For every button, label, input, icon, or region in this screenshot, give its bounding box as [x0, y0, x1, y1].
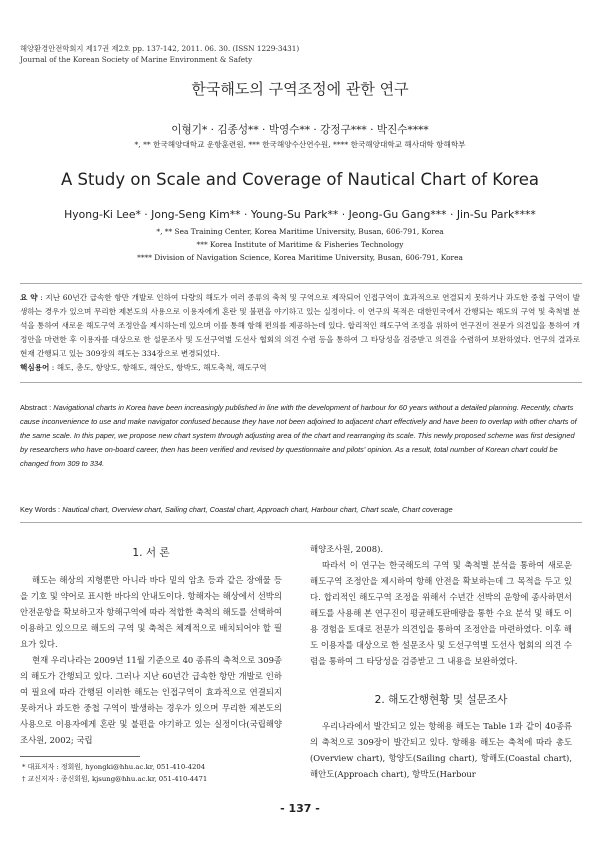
english-abstract-label: Abstract : [20, 403, 52, 412]
english-affiliation-2: *** Korea Institute of Maritime & Fisheries Technology [196, 240, 404, 249]
footnote-rule [20, 756, 140, 757]
korean-title: 한국해도의 구역조정에 관한 연구 [191, 80, 409, 98]
english-abstract-text: Navigational charts in Korea have been increasingly published in line with the development of harbour for 60 years without a detailed planning. Recently, charts cause inconvenience to use and make navigator confused because they have not been adjoined to adjacent chart effectively and have been to overlap with other charts of the same scale. In this paper, we propose new chart system through adjusting area of the chart and rearranging its scale. This newly proposed scheme was first designed by researchers who have on-board career, then has been verified and revised by questionnaire and pilots' opinion. As a result, total number of Korean chart could be changed from 309 to 334. [20, 403, 577, 468]
korean-affiliations: *, ** 한국해양대학교 운항훈련원, *** 한국해양수산연수원, **** 한국해양대학교 해사대학 항해학부 [134, 140, 466, 149]
footnote-2: † 교신저자 : 종신회원, kjsung@hhu.ac.kr, 051-410-4471 [22, 775, 208, 783]
korean-keywords-label: 핵심용어 [20, 363, 50, 372]
korean-keywords-text: : 해도, 총도, 항양도, 항해도, 해안도, 항박도, 해도축척, 해도구역 [51, 363, 267, 372]
journal-header-english: Journal of the Korean Society of Marine Environment & Safety [20, 55, 253, 64]
page-number: - 137 - [280, 802, 320, 815]
divider-middle [20, 382, 582, 383]
english-affiliation-1: *, ** Sea Training Center, Korea Maritime University, Busan, 606-791, Korea [156, 227, 444, 236]
english-keywords-label: Key Words : [20, 505, 61, 514]
korean-abstract-text: : 지난 60년간 급속한 항만 개발로 인하여 다량의 해도가 여러 종류의 축척 및 구역으로 제작되어 인접구역이 효과적으로 연결되지 못하거나 과도한 중첩 구역이 발생하는 경우가 있으며 무리한 제본도의 사용으로 이용자에게 혼란 및 불편을 야기하고 있는 실정이다. 이 연구의 목적은 대한민국에서 간행되는 해도의 구역 및 축척별 분석을 통하여 새로운 해도구역 조정안을 제시하는데 있으며 이를 통해 항해 편의를 제공하는데 있다. 합리적인 해도구역 조정을 위하여 연구진이 전문가 의견입을 통하여 개정안을 마련한 후 이용자를 대상으로 한 설문조사 및 도선구역별 도선사 협회의 의견 수렴 등을 통하여 그 타당성을 검증받고 의견을 수렴하여 보완하였다. 연구의 결과로 현재 간행되고 있는 309장의 해도는 334장으로 변경되었다. [20, 293, 580, 358]
english-keywords [20, 503, 580, 517]
journal-header-korean: 해양환경안전학회지 제17권 제2호 pp. 137-142, 2011. 06. 30. (ISSN 1229-3431) [20, 44, 300, 53]
english-affiliation-3: **** Division of Navigation Science, Korea Maritime University, Busan, 606-791, Korea [137, 253, 463, 262]
right-column-paragraph-1: 해양조사원, 2008). [310, 544, 384, 554]
right-column-paragraph-2: 따라서 이 연구는 한국해도의 구역 및 축척별 분석을 통하여 새로운 해도구역 조정안을 제시하여 항해 안전을 확보하는데 그 목적을 두고 있다. 합리적인 해도구역 조정을 위해서 수년간 선박의 운항에 종사하면서 해도를 사용해 본 연구진이 평균해도판매량을 통한 수요 분석 및 해도 이용 경험을 토대로 전문가 의견입을 통하여 조정안을 마련하였다. 이후 해도 이용자를 대상으로 한 설문조사 및 도선구역별 도선사 협회의 의견 수렴을 통하여 그 타당성을 검증받고 그 내용을 보완하였다. [310, 560, 572, 666]
footnote-1: * 대표저자 : 정회원, hyongki@hhu.ac.kr, 051-410-4204 [22, 763, 206, 771]
english-authors: Hyong-Ki Lee* · Jong-Seng Kim** · Young-Su Park** · Jeong-Gu Gang*** · Jin-Su Park**** [64, 208, 536, 221]
divider-top [20, 283, 582, 284]
divider-bottom [20, 522, 582, 523]
korean-abstract-label: 요 약 [20, 293, 38, 302]
english-title: A Study on Scale and Coverage of Nautical Chart of Korea [60, 170, 540, 189]
korean-authors: 이형기* · 김종성** · 박영수** · 강정구*** · 박진수**** [171, 124, 429, 136]
english-keywords-text: Nautical chart, Overview chart, Sailing chart, Coastal chart, Approach chart, Harbour chart, Chart scale, Chart coverage [62, 505, 453, 514]
korean-keywords [20, 362, 267, 373]
section-1-paragraph-2: 현재 우리나라는 2009년 11월 기준으로 40 종류의 축척으로 309종의 해도가 간행되고 있다. 그러나 지난 60년간 급속한 항만 개발로 인하여 필요에 따라 간행된 이러한 해도는 인접구역이 효과적으로 연결되지 못하거나 과도한 중첩 구역이 발생하는 경우가 있으며 무리한 제본도의 사용으로 이용자에게 혼란 및 불편을 야기하고 있는 실정이다(국립해양조사원, 2002; 국립 [20, 655, 282, 745]
section-2-heading: 2. 해도간행현황 및 설문조사 [374, 694, 508, 706]
english-abstract [20, 401, 580, 471]
section-2-paragraph: 우리나라에서 발간되고 있는 항해용 해도는 Table 1과 같이 40종류의 축척으로 309장이 발간되고 있다. 항해용 해도는 축척에 따라 총도(Overview chart), 항양도(Sailing chart), 항해도(Coastal chart), 해안도(Approach chart), 항박도(Harbour [310, 721, 572, 779]
section-1-paragraph-1: 해도는 해상의 지형뿐만 아니라 바다 밑의 암초 등과 같은 장애물 등을 기호 및 약어로 표시한 바다의 안내도이다. 항해자는 해상에서 선박의 안전운항을 확보하고자 항해구역에 따라 적합한 축척의 해도를 선택하여 이용하고 있으므로 해도의 구역 및 축척은 체계적으로 배치되어야 할 필요가 있다. [20, 575, 282, 649]
korean-abstract [20, 291, 580, 361]
section-1-heading: 1. 서 론 [132, 547, 170, 559]
